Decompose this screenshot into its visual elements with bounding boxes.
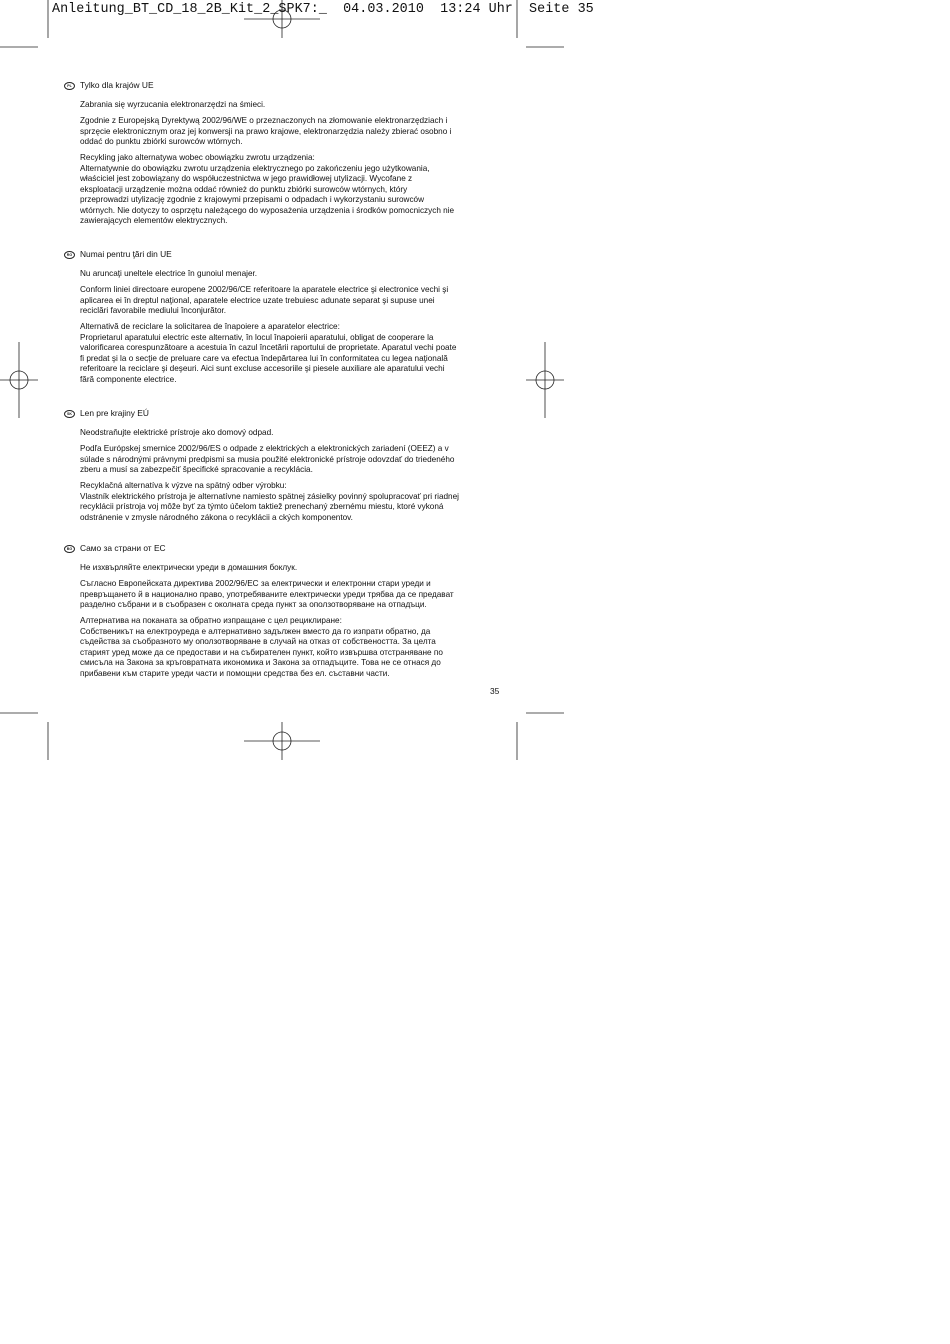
country-code-bg-icon: BG: [64, 545, 75, 553]
country-code-ro-icon: RO: [64, 251, 75, 259]
section-title: Numai pentru ţări din UE: [80, 249, 172, 259]
paragraph: Не изхвърляйте електрически уреди в домашния боклук.: [80, 563, 298, 572]
section-bg: [64, 543, 496, 685]
paragraph: Recyklačná alternatíva k výzve na spätný odber výrobku: Vlastník elektrického prístroja je alternatívne namiesto spätnej zásielky povinný spolupracovať pri riadnej recyklácii prístroja voj môže byť za týmto účelom taktiež prenechaný zbernému miestu, ktoré vykoná odstránenie v zmysle národného zákona o recyklácii a ckých komponentov.: [80, 481, 459, 522]
section-sk: [64, 408, 496, 529]
paragraph: Neodstraňujte elektrické prístroje ako domový odpad.: [80, 428, 274, 437]
paragraph: Nu aruncaţi uneltele electrice în gunoiul menajer.: [80, 269, 258, 278]
country-code-sk-icon: SK: [64, 410, 75, 418]
section-title: Tylko dla krajów UE: [80, 80, 154, 90]
section-title: Само за страни от ЕС: [80, 543, 166, 553]
section-pl: [64, 80, 496, 232]
paragraph: Conform liniei directoare europene 2002/96/CE referitoare la aparatele electrice şi electronice vechi şi aplicarea ei în dreptul naţional, aparatele electrice uzate trebuiesc adunate separat şi supuse unei reciclări favorabile mediului înconjurător.: [80, 285, 449, 315]
country-code-pl-icon: PL: [64, 82, 75, 90]
paragraph: Alternativă de reciclare la solicitarea de înapoiere a aparatelor electrice: Proprietarul aparatului electric este alternativ, în locul înapoierii aparatului, obligat de cooperare la valorificarea corespunzătoare a acestuia în cazul încetării raportului de proprietate. Aparatul vechi poate fi predat şi la o secţie de preluare care va efectua îndepărtarea lui în conformitatea cu legea naţională referitoare la reciclare şi deşeuri. Aici sunt excluse accesoriile şi piesele auxiliare ale aparatului vechi fără componente electrice.: [80, 322, 457, 384]
paragraph: Алтернатива на поканата за обратно изпращане с цел рециклиране: Собственикът на електроуреда е алтернативно задължен вместо да го изпрати обратно, да съдейства за съобразното му оползотворяване в случай на отказ от собствеността. За целта старият уред може да се предостави и на събирателен пункт, който извършва отстраняване по смисъла на Закона за кръговратната икономика и Закона за отпадъците. Това не се отнася до прибавени към старите уреди части и помощни средства без ел. съставни части.: [80, 616, 443, 678]
section-ro: [64, 249, 496, 391]
page-number: 35: [490, 686, 500, 696]
section-title: Len pre krajiny EÚ: [80, 408, 149, 418]
paragraph: Zgodnie z Europejską Dyrektywą 2002/96/WE o przeznaczonych na złomowanie elektronarzędziach i sprzęcie elektronicznym oraz jej konwersji na prawo krajowe, elektronarzędzia należy zbierać osobno i oddać do punktu zbiórki surowców wtórnych.: [80, 116, 452, 146]
paragraph: Podľa Európskej smernice 2002/96/ES o odpade z elektrických a elektronických zariadení (OEEZ) a v súlade s národnými právnymi predpismi sa musia použité elektronické prístroje odovzdať do triedeného zberu a musí sa zabezpečiť špecifické spracovanie a recyklácia.: [80, 444, 455, 474]
paragraph: Recykling jako alternatywa wobec obowiązku zwrotu urządzenia: Alternatywnie do obowiązku zwrotu urządzenia elektrycznego po zakończeniu jego użytkowania, właściciel jest zobowiązany do współuczestnictwa w jego prawidłowej utylizacji. Wycofane z eksploatacji urządzenie można oddać również do punktu zbiórki surowców wtórnych, który przeprowadzi utylizację zgodnie z krajowymi przepisami o odpadach i wykorzystaniu surowców wtórnych. Nie dotyczy to osprzętu należącego do wyposażenia urządzenia i środków pomocniczych nie zawierających elementów elektrycznych.: [80, 153, 455, 225]
paragraph: Съгласно Европейската директива 2002/96/ЕС за електрически и електронни стари уреди и превръщането й в национално право, употребяваните електрически уреди трябва да се предават разделно събрани и в съобразен с околната среда пункт за оползотворяване на отпадъци.: [80, 579, 454, 609]
paragraph: Zabrania się wyrzucania elektronarzędzi na śmieci.: [80, 100, 266, 109]
print-slug-header: Anleitung_BT_CD_18_2B_Kit_2_SPK7:_ 04.03.2010 13:24 Uhr Seite 35: [52, 2, 594, 17]
